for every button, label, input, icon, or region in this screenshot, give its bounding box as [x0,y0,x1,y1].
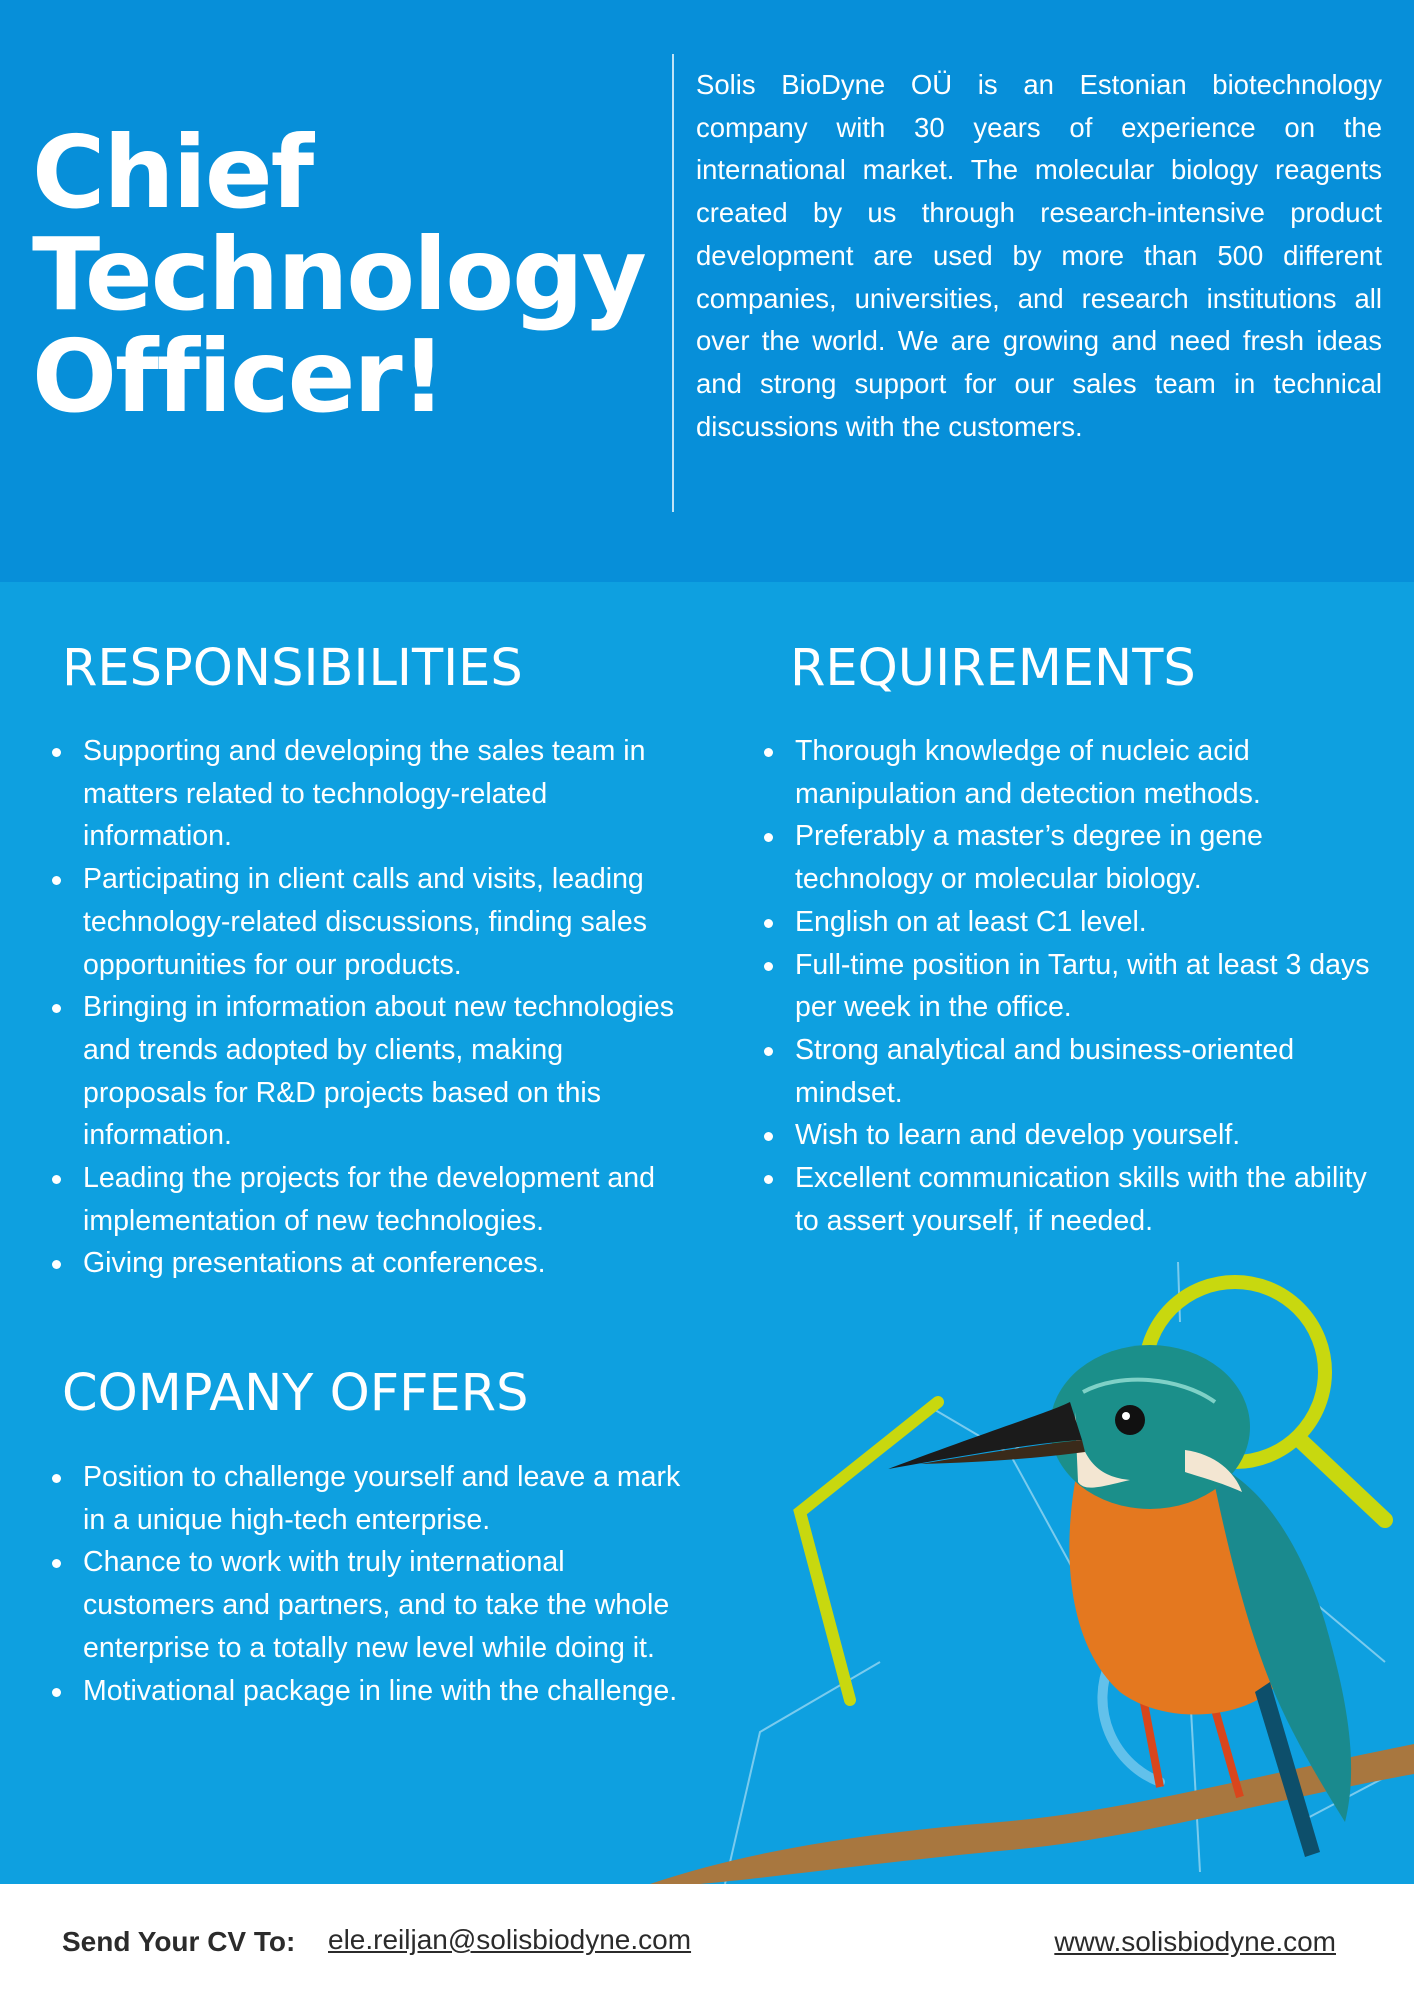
content-area [0,582,1414,1884]
list-item: Participating in client calls and visits, leading technology-related discussions, finding sales opportunities for our products. [48,858,688,986]
list-item: Chance to work with truly international customers and partners, and to take the whole enterprise to a totally new level while doing it. [48,1541,688,1669]
requirements-title: REQUIREMENTS [790,639,1196,698]
header-panel [0,0,1414,582]
list-item: Giving presentations at conferences. [48,1242,688,1285]
list-item: Supporting and developing the sales team in matters related to technology-related information. [48,730,688,858]
list-item: Strong analytical and business-oriented mindset. [760,1029,1380,1114]
send-cv-label: Send Your CV To: [62,1926,296,1957]
email-link[interactable]: ele.reiljan@solisbiodyne.com [328,1924,692,1955]
website-link[interactable]: www.solisbiodyne.com [1054,1926,1336,1957]
header-divider [672,54,674,512]
requirements-list [760,730,1380,1242]
list-item: Bringing in information about new technologies and trends adopted by clients, making proposals for R&D projects based on this information. [48,986,688,1157]
list-item: Motivational package in line with the challenge. [48,1670,688,1713]
company-offers-title: COMPANY OFFERS [62,1364,529,1423]
responsibilities-list [48,730,688,1285]
company-intro: Solis BioDyne OÜ is an Estonian biotechnology company with 30 years of experience on the international market. The molecular biology reagents created by us through research-intensive product development are used by more than 500 different companies, universities, and research institutions all over the world. We are growing and need fresh ideas and strong support for our sales team in technical discussions with the customers. [696,69,1382,442]
list-item: Full-time position in Tartu, with at least 3 days per week in the office. [760,944,1380,1029]
list-item: Wish to learn and develop yourself. [760,1114,1380,1157]
list-item: Excellent communication skills with the ability to assert yourself, if needed. [760,1157,1380,1242]
list-item: Preferably a master’s degree in gene technology or molecular biology. [760,815,1380,900]
company-offers-list [48,1456,688,1712]
title-line-2: Technology [32,216,645,333]
responsibilities-title: RESPONSIBILITIES [62,639,523,698]
list-item: English on at least C1 level. [760,901,1380,944]
title-line-1: Chief [32,114,313,231]
title-line-3: Officer! [32,318,445,435]
page-title [32,114,645,435]
list-item: Leading the projects for the development and implementation of new technologies. [48,1157,688,1242]
list-item: Position to challenge yourself and leave a mark in a unique high-tech enterprise. [48,1456,688,1541]
footer [0,1884,1414,2000]
list-item: Thorough knowledge of nucleic acid manipulation and detection methods. [760,730,1380,815]
